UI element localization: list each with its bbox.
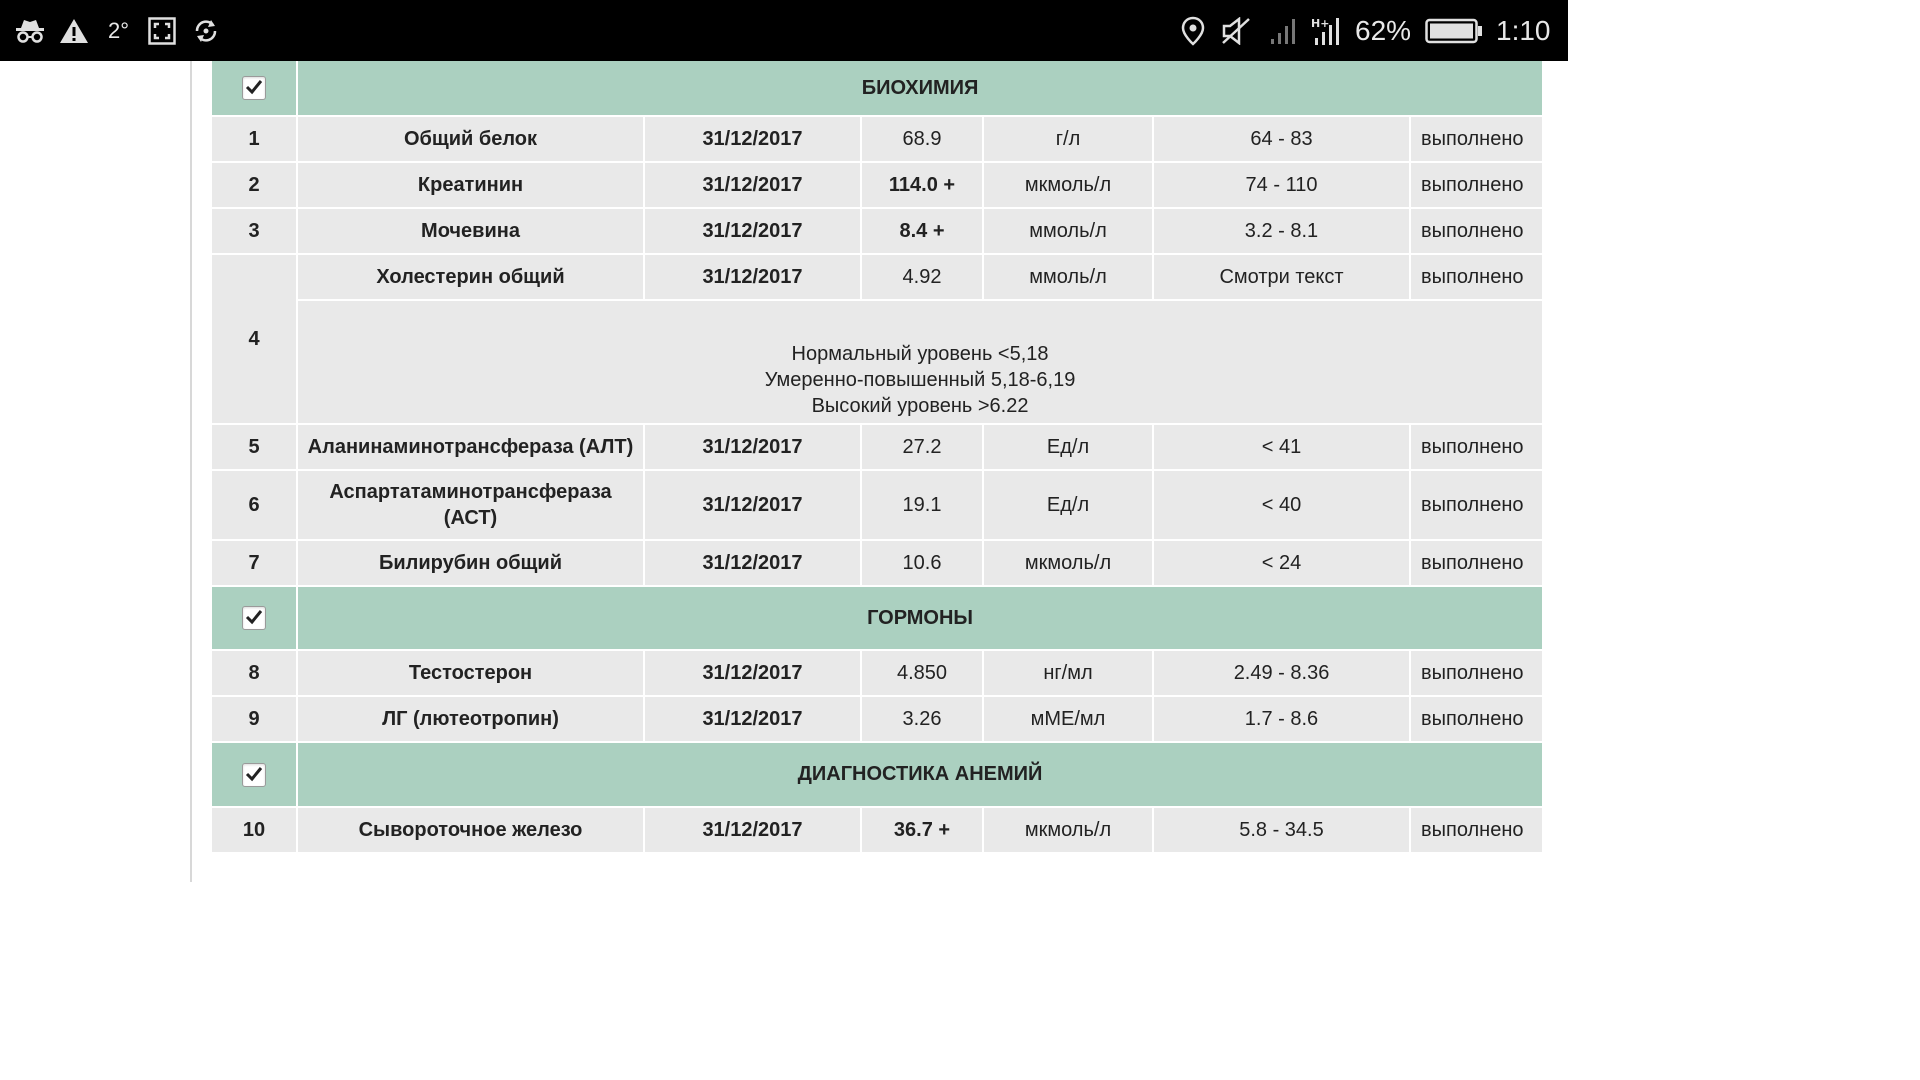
- test-unit: мкмоль/л: [984, 808, 1152, 852]
- test-unit: мМЕ/мл: [984, 697, 1152, 741]
- test-value: 4.850: [862, 651, 982, 695]
- test-unit: мкмоль/л: [984, 163, 1152, 207]
- results-table-container: [212, 61, 1536, 854]
- screenshot-icon: [146, 0, 178, 61]
- test-name: Мочевина: [298, 209, 643, 253]
- section-row-biochemistry: [212, 61, 1542, 115]
- test-value: 27.2: [862, 425, 982, 469]
- test-status: выполнено: [1411, 471, 1542, 539]
- test-note: [298, 301, 1542, 423]
- test-date: 31/12/2017: [645, 255, 860, 299]
- test-value: 68.9: [862, 117, 982, 161]
- test-name: Креатинин: [298, 163, 643, 207]
- note-line: Нормальный уровень <5,18: [791, 343, 1049, 365]
- network-signal-icon: [1310, 0, 1344, 61]
- battery-icon: [1424, 0, 1484, 61]
- table-row: [212, 541, 1542, 585]
- section-title: ГОРМОНЫ: [298, 587, 1542, 649]
- svg-text:H+: H+: [1311, 16, 1330, 30]
- table-row: [212, 651, 1542, 695]
- test-date: 31/12/2017: [645, 117, 860, 161]
- row-number: 9: [212, 697, 296, 741]
- reference-range: 3.2 - 8.1: [1154, 209, 1409, 253]
- section-checkbox-cell: [212, 61, 296, 115]
- results-table: [210, 59, 1544, 854]
- table-row-note: [212, 301, 1542, 423]
- section-row-hormones: [212, 587, 1542, 649]
- page-left-border: [190, 61, 192, 882]
- row-number: 3: [212, 209, 296, 253]
- signal-icon: [1268, 0, 1298, 61]
- test-name: ЛГ (лютеотропин): [298, 697, 643, 741]
- row-number: 4: [212, 255, 296, 423]
- table-row: [212, 471, 1542, 539]
- test-name: [298, 471, 643, 539]
- row-number: 10: [212, 808, 296, 852]
- table-row: [212, 255, 1542, 299]
- test-value: 36.7 +: [862, 808, 982, 852]
- test-unit: Ед/л: [984, 471, 1152, 539]
- test-value: 10.6: [862, 541, 982, 585]
- reference-range: 1.7 - 8.6: [1154, 697, 1409, 741]
- test-status: выполнено: [1411, 117, 1542, 161]
- table-row: [212, 808, 1542, 852]
- test-date: 31/12/2017: [645, 651, 860, 695]
- test-date: 31/12/2017: [645, 425, 860, 469]
- mute-icon: [1220, 0, 1254, 61]
- table-row: [212, 697, 1542, 741]
- temperature-text: 2°: [108, 18, 130, 43]
- warning-icon: [58, 0, 90, 61]
- test-status: выполнено: [1411, 697, 1542, 741]
- test-unit: ммоль/л: [984, 255, 1152, 299]
- test-status: выполнено: [1411, 163, 1542, 207]
- test-status: выполнено: [1411, 651, 1542, 695]
- section-row-anemia: [212, 743, 1542, 806]
- section-title: ДИАГНОСТИКА АНЕМИЙ: [298, 743, 1542, 806]
- reference-range: < 40: [1154, 471, 1409, 539]
- table-row: [212, 117, 1542, 161]
- row-number: 1: [212, 117, 296, 161]
- test-date: 31/12/2017: [645, 163, 860, 207]
- reference-range: 5.8 - 34.5: [1154, 808, 1409, 852]
- test-unit: мкмоль/л: [984, 541, 1152, 585]
- row-number: 7: [212, 541, 296, 585]
- incognito-icon: [14, 0, 46, 61]
- test-status: выполнено: [1411, 425, 1542, 469]
- section-checkbox[interactable]: [242, 606, 266, 630]
- sync-icon: [190, 0, 222, 61]
- test-date: 31/12/2017: [645, 471, 860, 539]
- battery-percent: 62%: [1355, 15, 1412, 46]
- section-checkbox-cell: [212, 587, 296, 649]
- location-icon: [1178, 0, 1208, 61]
- test-name: Билирубин общий: [298, 541, 643, 585]
- table-row: [212, 425, 1542, 469]
- test-date: 31/12/2017: [645, 808, 860, 852]
- test-unit: нг/мл: [984, 651, 1152, 695]
- test-unit: ммоль/л: [984, 209, 1152, 253]
- test-date: 31/12/2017: [645, 697, 860, 741]
- test-unit: г/л: [984, 117, 1152, 161]
- table-row: [212, 163, 1542, 207]
- test-name: Сывороточное железо: [298, 808, 643, 852]
- test-name-line: Аспартатаминотрансфераза: [329, 481, 612, 503]
- note-line: Высокий уровень >6.22: [811, 395, 1029, 417]
- reference-range: 74 - 110: [1154, 163, 1409, 207]
- reference-range: < 24: [1154, 541, 1409, 585]
- test-name: Холестерин общий: [298, 255, 643, 299]
- section-checkbox[interactable]: [242, 763, 266, 787]
- test-date: 31/12/2017: [645, 209, 860, 253]
- clock: 1:10: [1496, 15, 1551, 46]
- section-checkbox[interactable]: [242, 76, 266, 100]
- test-value: 4.92: [862, 255, 982, 299]
- test-status: выполнено: [1411, 541, 1542, 585]
- table-row: [212, 209, 1542, 253]
- test-value: 114.0 +: [862, 163, 982, 207]
- row-number: 5: [212, 425, 296, 469]
- reference-range: 2.49 - 8.36: [1154, 651, 1409, 695]
- reference-range: Смотри текст: [1154, 255, 1409, 299]
- test-value: 19.1: [862, 471, 982, 539]
- section-checkbox-cell: [212, 743, 296, 806]
- row-number: 2: [212, 163, 296, 207]
- test-unit: Ед/л: [984, 425, 1152, 469]
- test-status: выполнено: [1411, 808, 1542, 852]
- row-number: 6: [212, 471, 296, 539]
- test-name: Аланинаминотрансфераза (АЛТ): [298, 425, 643, 469]
- test-value: 3.26: [862, 697, 982, 741]
- test-value: 8.4 +: [862, 209, 982, 253]
- test-status: выполнено: [1411, 209, 1542, 253]
- note-line: Умеренно-повышенный 5,18-6,19: [764, 369, 1076, 391]
- status-bar: [0, 0, 1568, 61]
- test-name-line: (АСТ): [443, 507, 498, 529]
- section-title: БИОХИМИЯ: [298, 61, 1542, 115]
- reference-range: < 41: [1154, 425, 1409, 469]
- row-number: 8: [212, 651, 296, 695]
- test-name: Тестостерон: [298, 651, 643, 695]
- test-date: 31/12/2017: [645, 541, 860, 585]
- test-name: Общий белок: [298, 117, 643, 161]
- test-status: выполнено: [1411, 255, 1542, 299]
- reference-range: 64 - 83: [1154, 117, 1409, 161]
